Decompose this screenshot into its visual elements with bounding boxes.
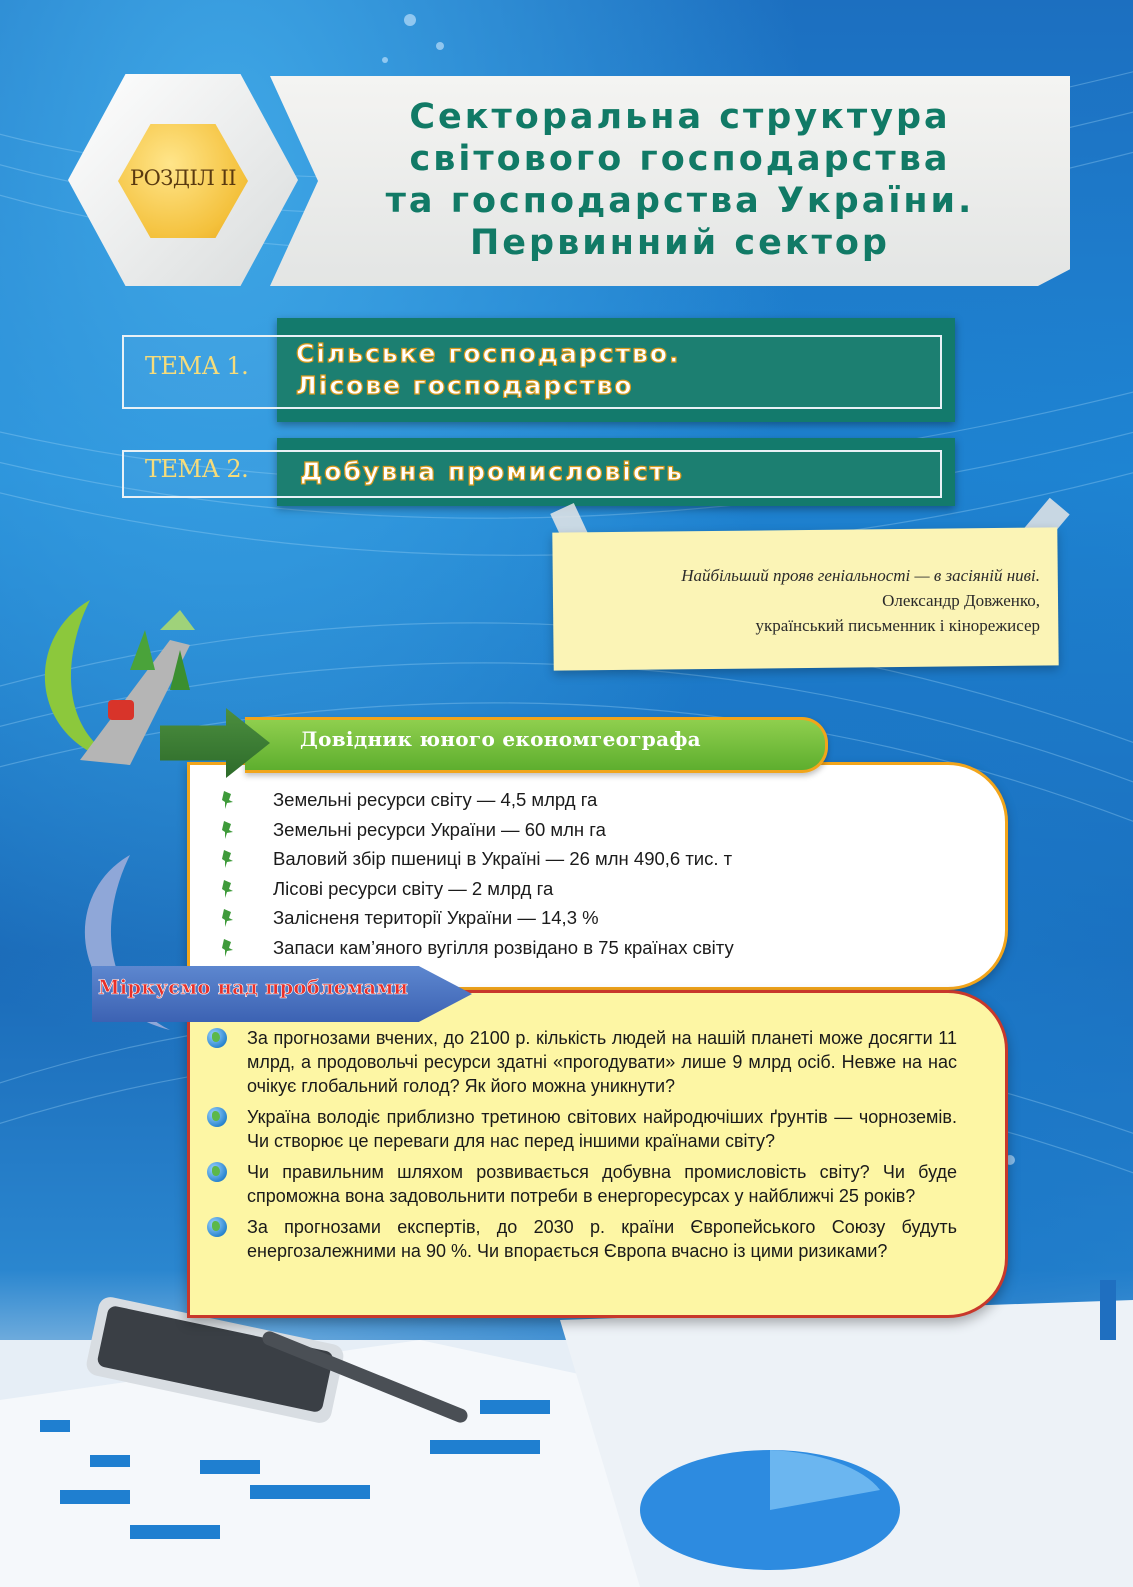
title-line: Первинний сектор xyxy=(470,223,890,263)
title-line: Секторальна структура xyxy=(409,97,951,137)
list-item xyxy=(222,844,982,874)
desk-scene-illustration xyxy=(0,1280,1133,1587)
list-item xyxy=(222,785,982,815)
list-item xyxy=(222,815,982,845)
section-label: РОЗДІЛ ІІ xyxy=(129,166,237,190)
title-line: та господарства України. xyxy=(385,181,975,221)
theme-2-title xyxy=(300,456,940,488)
list-item xyxy=(222,933,982,963)
pushpin-icon xyxy=(222,909,234,927)
problem-text: За прогнозами вчених, до 2100 р. кількість людей на нашій планеті може досягти 11 млрд, а продовольчі ресурси здатні «прогодувати» лише 9 млрд осіб. Невже на нас очікує глобальний голод? Як його можна уникнути? xyxy=(247,1028,957,1096)
title-line: світового господарства xyxy=(409,139,951,179)
list-item xyxy=(205,1215,957,1263)
theme-1-label: ТЕМА 1. xyxy=(145,352,249,380)
problem-text: Україна володіє приблизно третиною світових найродючіших ґрунтів — чорноземів. Чи створює це переваги для нас перед іншими країнами світу? xyxy=(247,1107,957,1151)
globe-icon xyxy=(207,1028,227,1048)
pushpin-icon xyxy=(222,850,234,868)
pushpin-icon xyxy=(222,880,234,898)
reference-item-text: Валовий збір пшениці в Україні — 26 млн 490,6 тис. т xyxy=(273,848,733,870)
reference-item-text: Лісові ресурси світу — 2 млрд га xyxy=(273,877,554,899)
problems-title: Міркуємо над проблемами xyxy=(98,976,409,999)
theme-1-title-line: Лісове господарство xyxy=(296,371,634,400)
pushpin-icon xyxy=(222,939,234,957)
theme-2-label: ТЕМА 2. xyxy=(145,455,249,483)
quote xyxy=(560,563,1040,638)
reference-title: Довідник юного економгеографа xyxy=(300,727,701,751)
theme-1-title-line: Сільське господарство. xyxy=(296,339,681,368)
list-item xyxy=(205,1160,957,1208)
reference-item-text: Запаси кам’яного вугілля розвідано в 75 країнах світу xyxy=(273,936,734,958)
page-title xyxy=(300,96,1060,264)
quote-author: Олександр Довженко, xyxy=(882,591,1040,610)
reference-item-text: Земельні ресурси світу — 4,5 млрд га xyxy=(273,789,598,810)
quote-text: Найбільший прояв геніальності — в засіяній ниві. xyxy=(681,566,1040,585)
list-item xyxy=(222,903,982,933)
problem-text: За прогнозами експертів, до 2030 р. країни Європейського Союзу будуть енергозалежними на 90 %. Чи впорається Європа вчасно із цими ризиками? xyxy=(247,1217,957,1261)
list-item xyxy=(205,1026,957,1098)
globe-icon xyxy=(207,1162,227,1182)
problem-text: Чи правильним шляхом розвивається добувна промисловість світу? Чи буде спроможна вона задовольнити потреби в енергоресурсах у найближчі 25 років? xyxy=(247,1162,957,1206)
quote-author-description: український письменник і кінорежисер xyxy=(755,616,1040,635)
list-item xyxy=(222,874,982,904)
globe-icon xyxy=(207,1107,227,1127)
pushpin-icon xyxy=(222,821,234,839)
problems-list xyxy=(205,1026,957,1270)
theme-1-title xyxy=(296,338,936,402)
reference-item-text: Земельні ресурси України — 60 млн га xyxy=(273,818,606,840)
globe-icon xyxy=(207,1217,227,1237)
pushpin-icon xyxy=(222,791,234,809)
list-item xyxy=(205,1105,957,1153)
theme-2-title-line: Добувна промисловість xyxy=(300,457,684,486)
reference-item-text: Залісненя території України — 14,3 % xyxy=(273,907,599,929)
reference-list xyxy=(222,785,982,963)
